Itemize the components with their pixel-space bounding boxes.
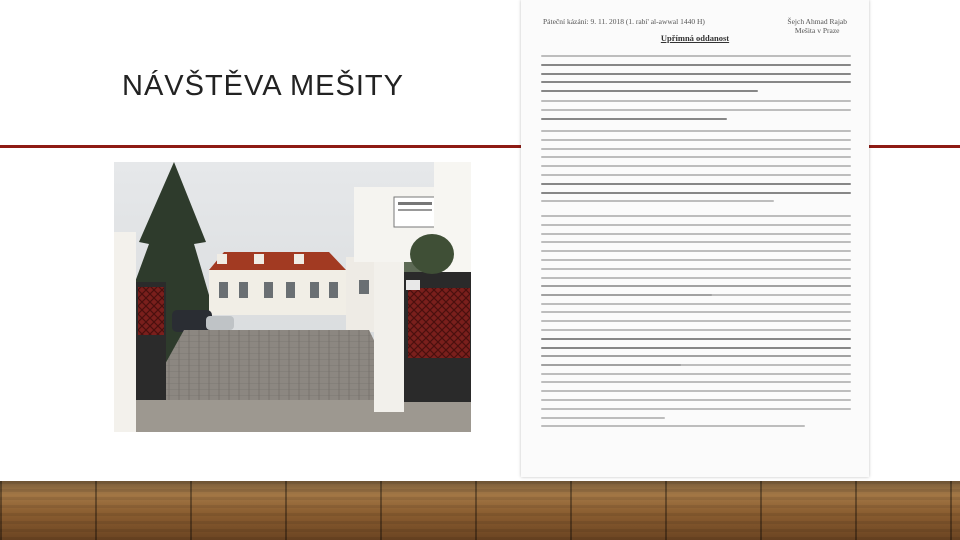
document-author-name: Šejch Ahmad Rajab [787, 17, 847, 26]
sermon-document [521, 0, 869, 477]
document-paragraph [541, 55, 851, 99]
document-header-date: Páteční kázání: 9. 11. 2018 (1. rabí' al-awwal 1440 H) [543, 17, 705, 26]
mosque-photo [114, 162, 471, 432]
floor-shadow [0, 481, 960, 495]
document-paragraph [541, 355, 851, 425]
document-paragraph [541, 130, 851, 209]
document-paragraph [541, 100, 851, 126]
document-paragraph [541, 425, 851, 434]
document-title: Upřímná oddanost [660, 33, 730, 43]
slide-title: NÁVŠTĚVA MEŠITY [122, 70, 404, 102]
document-author-place: Mešita v Praze [794, 26, 840, 35]
mosque-courtyard-image [114, 162, 471, 432]
